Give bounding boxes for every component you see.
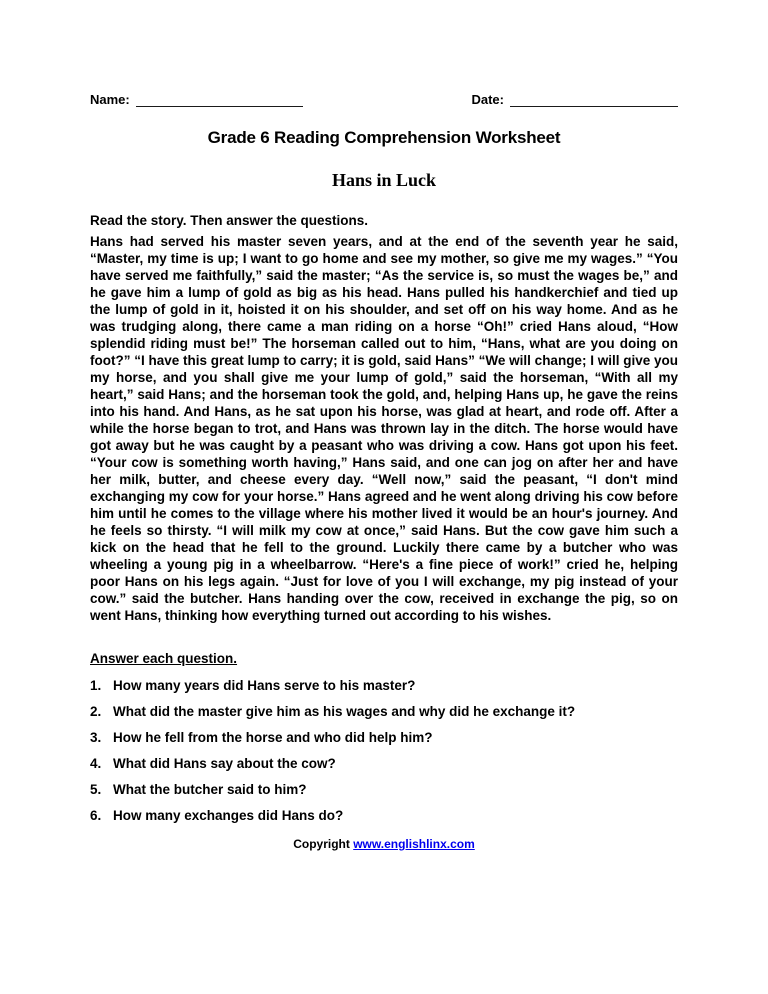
date-blank-line [510,93,678,107]
question-number: 2. [90,704,102,719]
copyright-link[interactable]: www.englishlinx.com [353,837,475,851]
story-instructions: Read the story. Then answer the questions. [90,213,369,228]
name-blank-line [136,93,303,107]
story-title: Hans in Luck [331,170,437,190]
question-number: 4. [90,756,102,771]
copyright [90,837,678,851]
name-field [90,92,303,107]
question-text: What the butcher said to him? [113,782,307,797]
question-row-1 [90,677,678,694]
question-row-6 [90,807,678,824]
question-text: How many exchanges did Hans do? [113,808,344,823]
question-text: How many years did Hans serve to his master? [113,678,416,693]
question-text: What did the master give him as his wages and why did he exchange it? [113,704,576,719]
question-row-2 [90,703,678,720]
question-text: How he fell from the horse and who did help him? [113,730,433,745]
copyright-label: Copyright [293,837,354,851]
name-label: Name: [90,92,130,107]
question-number: 1. [90,678,102,693]
question-number: 6. [90,808,102,823]
question-row-5 [90,781,678,798]
worksheet-title: Grade 6 Reading Comprehension Worksheet [207,128,561,147]
question-text: What did Hans say about the cow? [113,756,336,771]
question-number: 3. [90,730,102,745]
question-row-3 [90,729,678,746]
date-label: Date: [471,92,504,107]
questions-list [90,677,678,824]
date-field [471,92,678,107]
name-date-row [90,92,678,107]
question-row-4 [90,755,678,772]
question-number: 5. [90,782,102,797]
story-text: Hans had served his master seven years, and at the end of the seventh year he said, “Master, my time is up; I want to go home and see my mother, so give me my wages.” “You have served me faithfully,” said the master; “As the service is, so must the wages be,” and he gave him a lump of gold as big as his head. Hans pulled his handkerchief and tied up the lump of gold in it, hoisted it on his shoulder, and set off on his way home. And as he was trudging along, there came a man riding on a horse “Oh!” cried Hans aloud, “How splendid riding must be!” The horseman called out to him, “Hans, what are you doing on foot?” “I have this great lump to carry; it is gold, said Hans” “We will change; I will give you my horse, and you shall give me your lump of gold,” said the horseman, “With all my heart,” said Hans; and the horseman took the gold, and, helping Hans up, he gave the reins into his hand. And Hans, as he sat upon his horse, was glad at heart, and rode off. After a while the horse began to trot, and Hans was thrown lay in the ditch. The horse would have got away but he was caught by a peasant who was driving a cow. Hans got upon his feet. “Your cow is something worth having,” Hans said, and one can jog on after her and have her milk, butter, and cheese every day. “Well now,” said the peasant, “I don't mind exchanging my cow for your horse.” Hans agreed and he went along driving his cow before him until he comes to the village where his mother lived it would be an hour's journey. And he feels so thirsty. “I will milk my cow at once,” said Hans. But the cow gave him such a kick on the head that he fell to the ground. Luckily there came by a butcher who was wheeling a young pig in a wheelbarrow. “Here's a fine piece of work!” cried he, helping poor Hans on his legs again. “Just for love of you I will exchange, my pig instead of your cow.” said the butcher. Hans handing over the cow, received in exchange the pig, so on went Hans, thinking how everything turned out according to his wishes. [90,234,678,623]
questions-heading: Answer each question. [90,651,238,666]
